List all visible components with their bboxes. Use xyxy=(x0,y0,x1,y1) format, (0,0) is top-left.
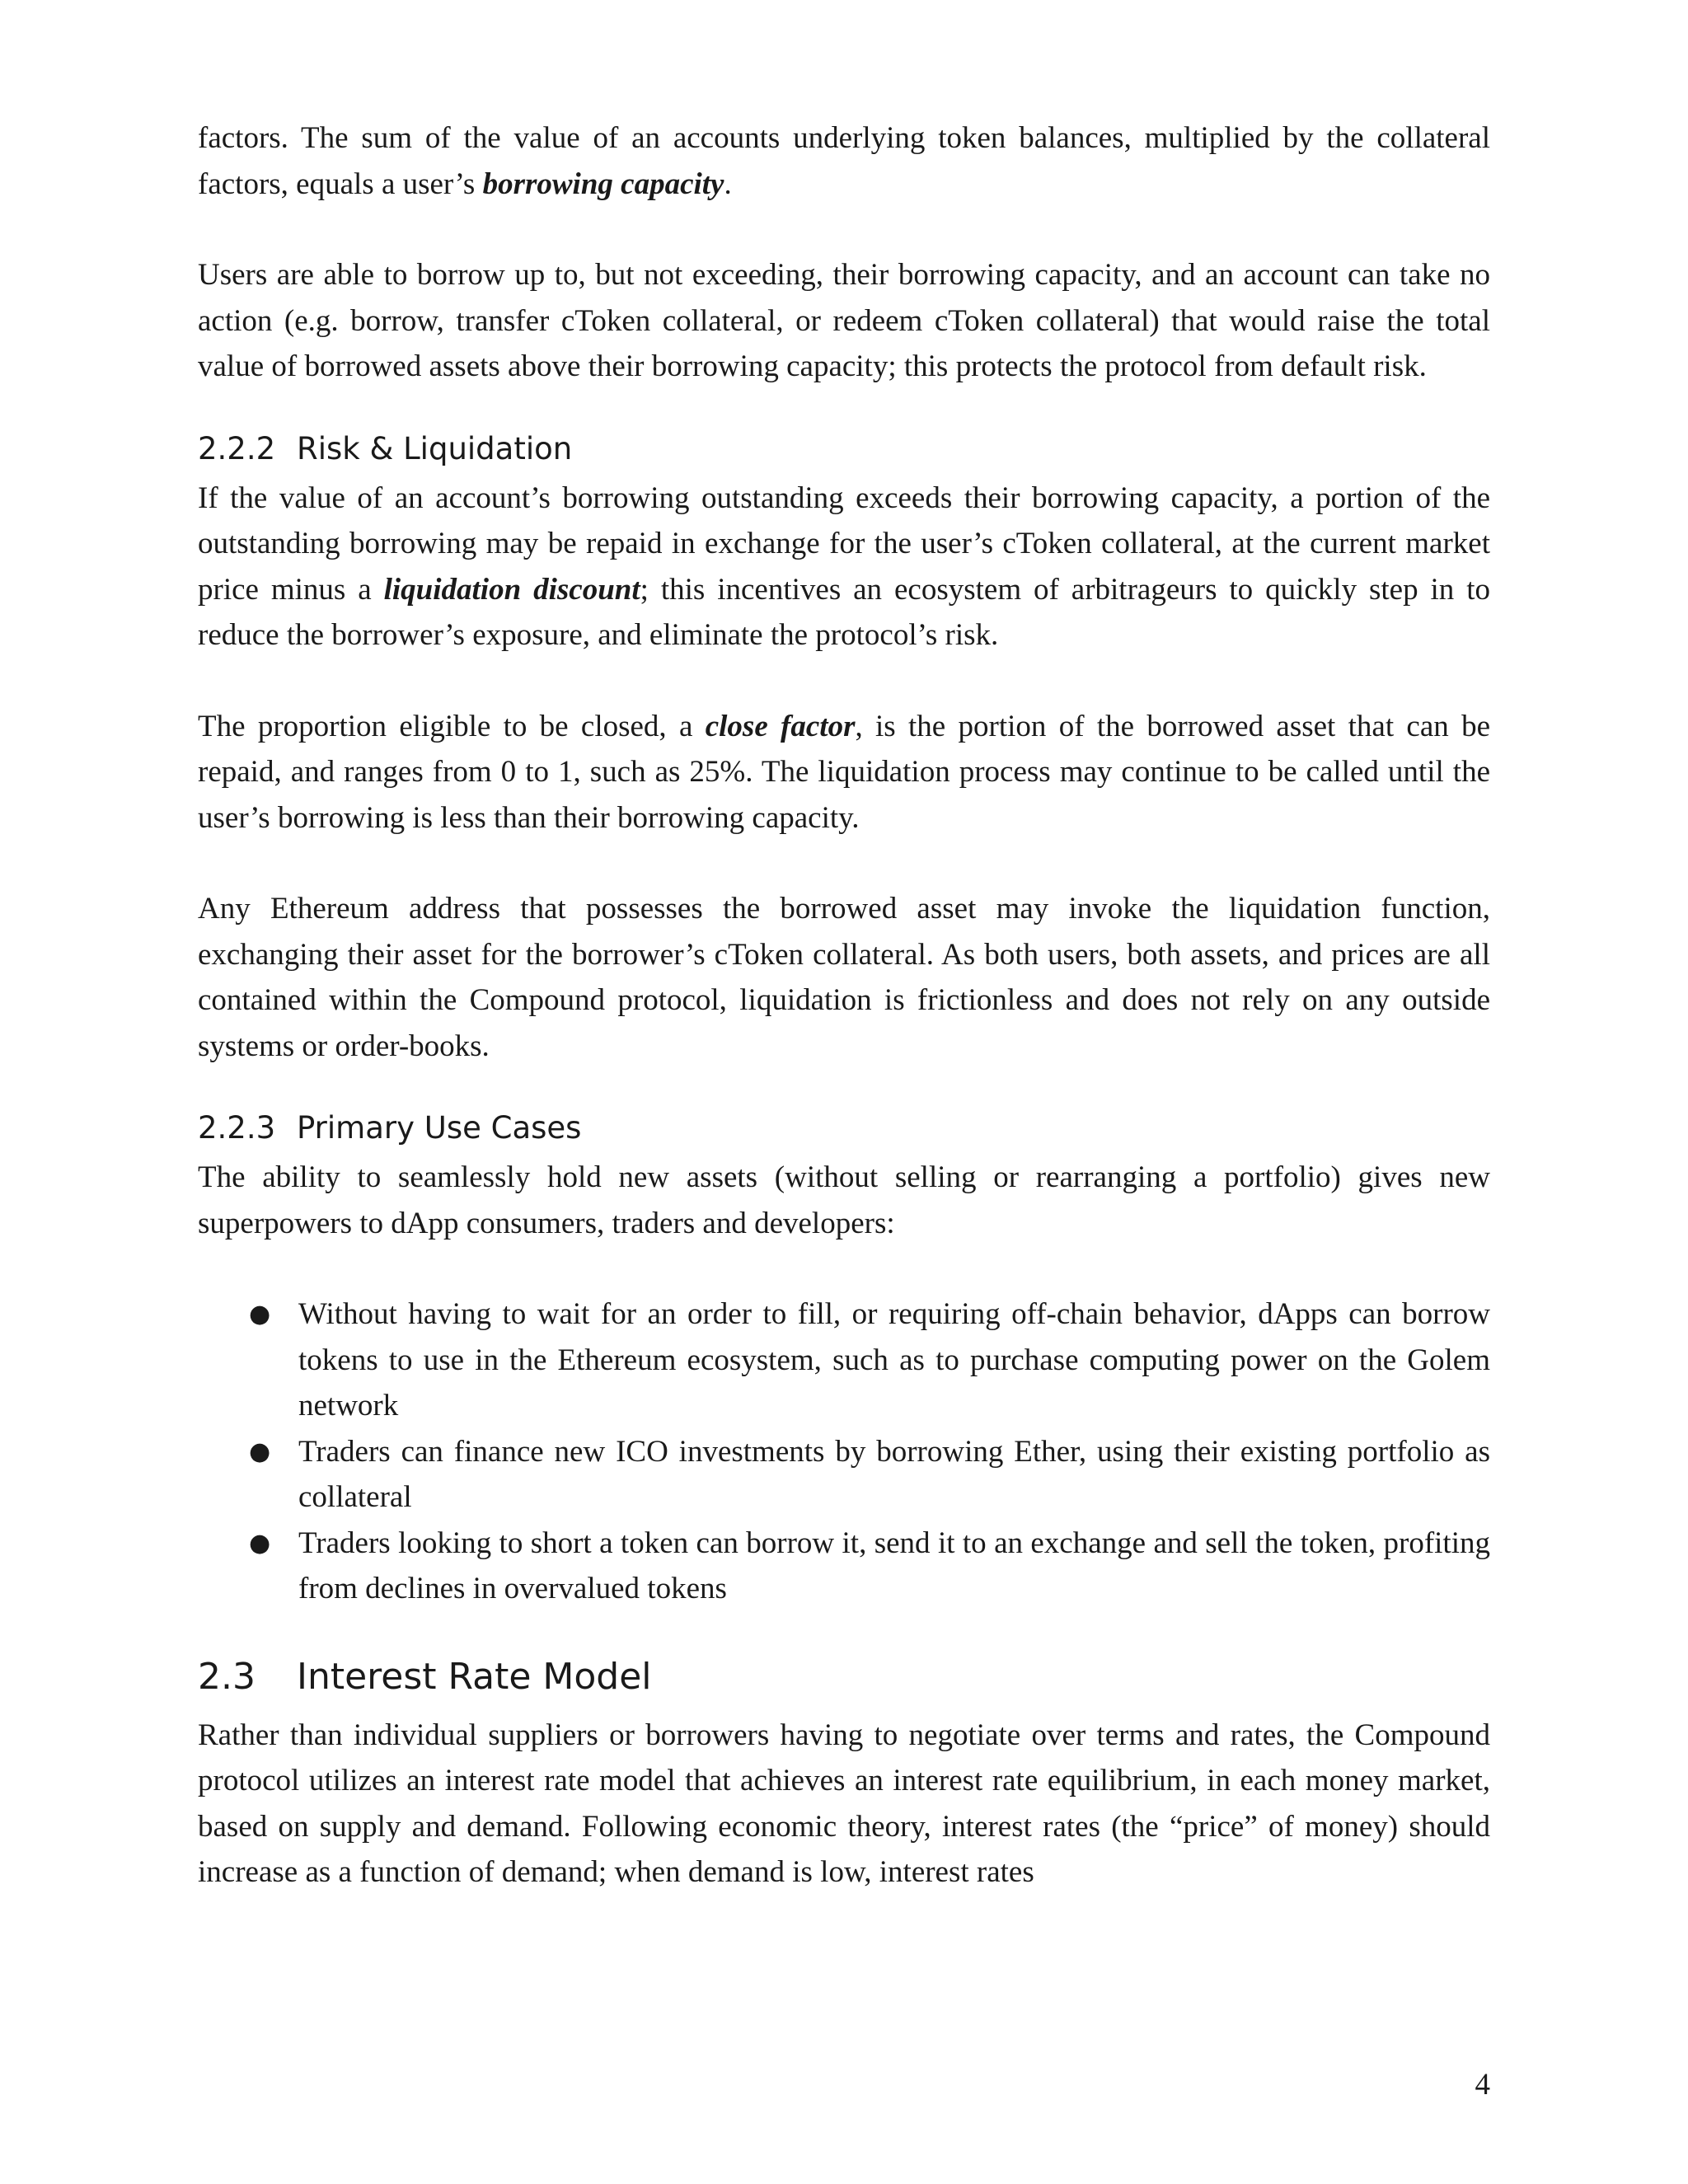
heading-number: 2.2.3 xyxy=(198,1110,276,1146)
paragraph-use-cases-intro: The ability to seamlessly hold new assets (without selling or rearranging a portfolio) gives new superpowers to dApp consumers, traders and developers: xyxy=(198,1160,1490,1240)
paragraph-liquidation-function: Any Ethereum address that possesses the borrowed asset may invoke the liquidation function, exchanging their asset for the borrower’s cToken collateral. As both users, both assets, and prices are all contained within the Compound protocol, liquidation is frictionless and does not rely on any outside systems or order-books. xyxy=(198,892,1490,1063)
heading-title: Risk & Liquidation xyxy=(297,430,573,466)
heading-title: Interest Rate Model xyxy=(297,1655,652,1698)
list-item: ● Without having to wait for an order to fill, or requiring off-chain behavior, dApps can borrow tokens to use in the Ethereum ecosystem, such as to purchase computing power on the Golem network xyxy=(198,1291,1490,1429)
heading-interest-rate-model xyxy=(198,1655,1490,1699)
heading-title: Primary Use Cases xyxy=(297,1110,582,1146)
bullet-icon: ● xyxy=(249,1300,271,1329)
paragraph-borrowing-capacity: factors. The sum of the value of an accounts underlying token balances, multiplied by the collateral factors, equals a user’s borrowing capacity. xyxy=(198,121,1490,201)
list-item: ● Traders can finance new ICO investments by borrowing Ether, using their existing portfolio as collateral xyxy=(198,1429,1490,1521)
heading-risk-liquidation xyxy=(198,431,1490,467)
list-item: ● Traders looking to short a token can borrow it, send it to an exchange and sell the token, profiting from declines in overvalued tokens xyxy=(198,1521,1490,1612)
paragraph-close-factor: The proportion eligible to be closed, a close factor, is the portion of the borrowed asset that can be repaid, and ranges from 0 to 1, such as 25%. The liquidation process may continue to be called until the user’s borrowing is less than their borrowing capacity. xyxy=(198,709,1490,835)
bullet-icon: ● xyxy=(249,1436,271,1466)
heading-primary-use-cases xyxy=(198,1110,1490,1146)
paragraph-liquidation-discount: If the value of an account’s borrowing outstanding exceeds their borrowing capacity, a portion of the outstanding borrowing may be repaid in exchange for the user’s cToken collateral, at the current market price minus a liquidation discount; this incentives an ecosystem of arbitrageurs to quickly step in to reduce the borrower’s exposure, and eliminate the protocol’s risk. xyxy=(198,480,1491,652)
bullet-icon: ● xyxy=(249,1528,271,1558)
paragraph-interest-rate-model: Rather than individual suppliers or borrowers having to negotiate over terms and rates, the Compound protocol utilizes an interest rate model that achieves an interest rate equilibrium, in each money market, based on supply and demand. Following economic theory, interest rates (the “price” of money) should increase as a function of demand; when demand is low, interest rates xyxy=(198,1718,1490,1889)
heading-number: 2.3 xyxy=(198,1655,256,1698)
paragraph-borrow-limits: Users are able to borrow up to, but not exceeding, their borrowing capacity, and an account can take no action (e.g. borrow, transfer cToken collateral, or redeem cToken collateral) that would raise the total value of borrowed assets above their borrowing capacity; this protects the protocol from default risk. xyxy=(198,258,1490,383)
term-borrowing-capacity: borrowing capacity xyxy=(482,166,724,201)
heading-number: 2.2.2 xyxy=(198,430,276,466)
use-cases-list xyxy=(198,1291,1490,1612)
term-liquidation-discount: liquidation discount xyxy=(383,572,640,607)
term-close-factor: close factor xyxy=(705,709,856,743)
page-number: 4 xyxy=(1475,2068,1490,2102)
page-body xyxy=(198,115,1490,1896)
